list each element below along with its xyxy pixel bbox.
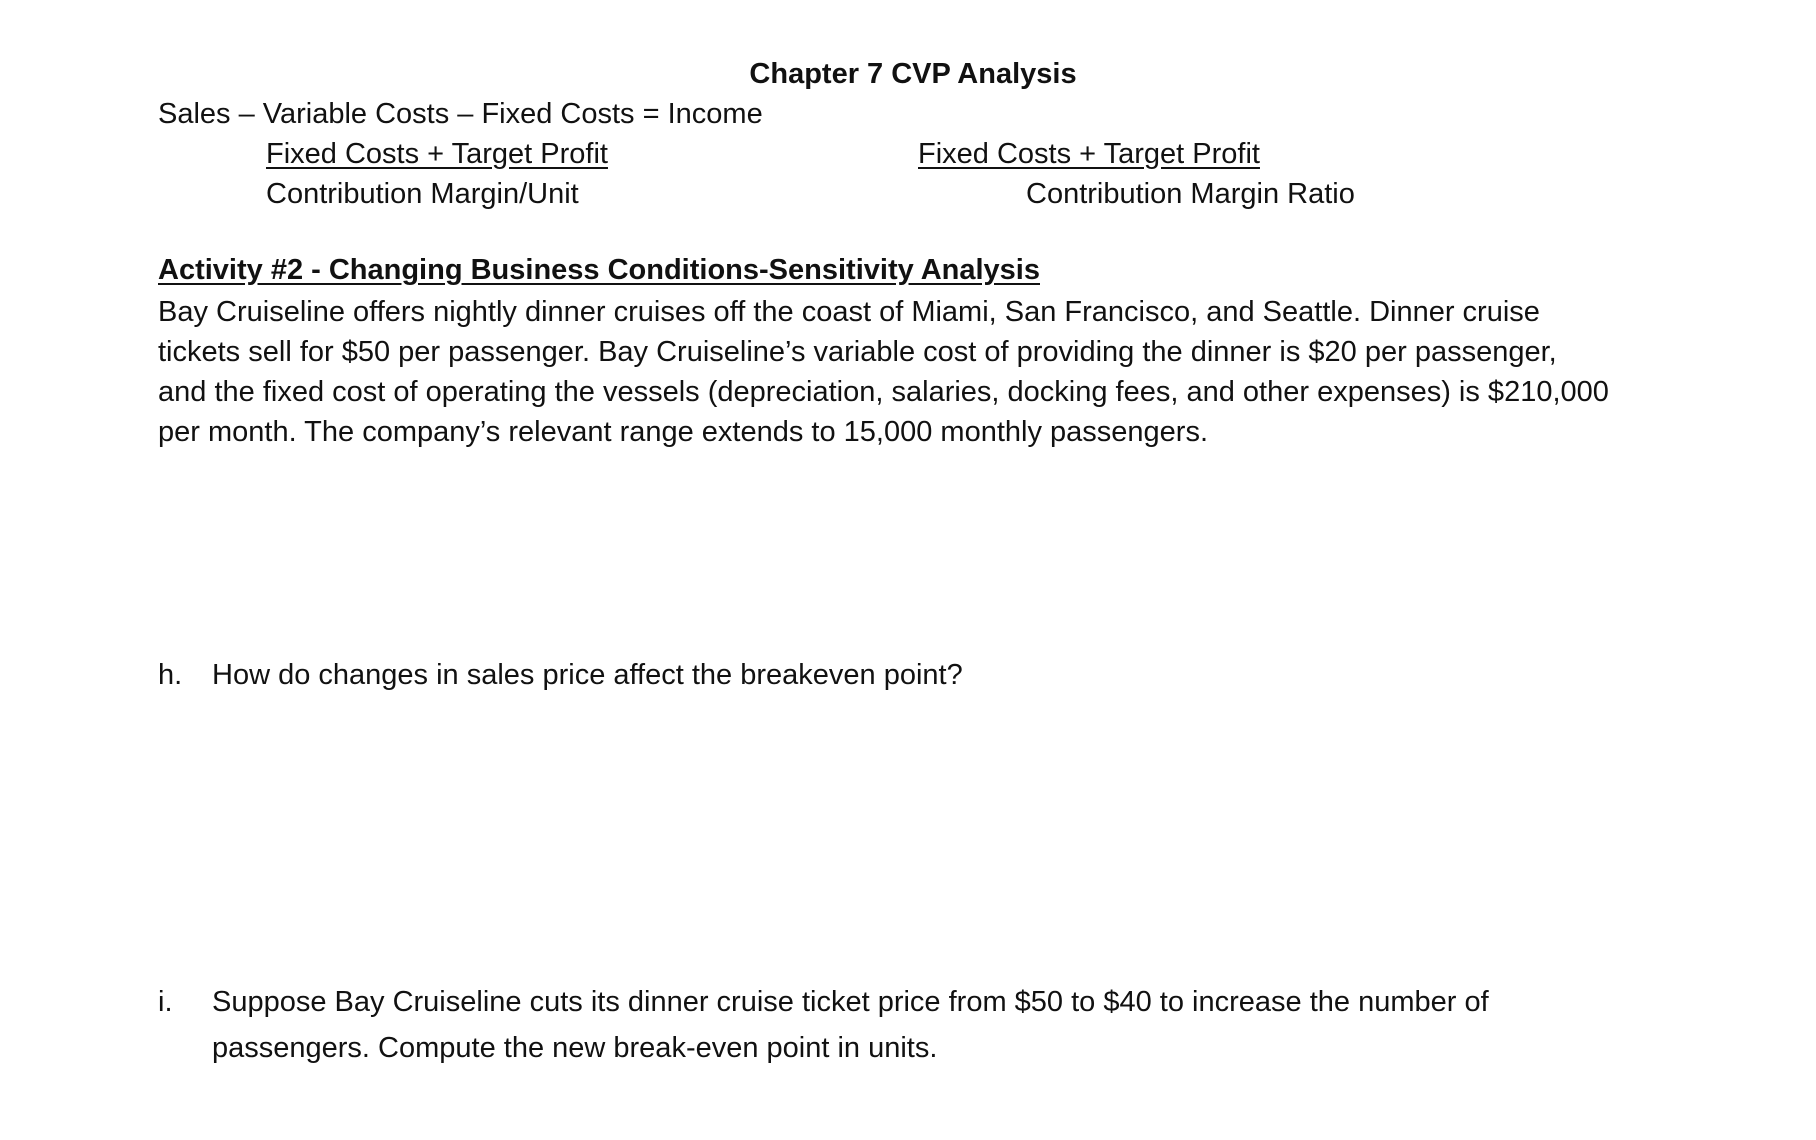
question-line: passengers. Compute the new break-even point in units. [212,1032,938,1064]
formula-dollars-denominator: Contribution Margin Ratio [1026,178,1355,210]
activity-paragraph [158,292,1698,452]
question-h-label: h. [158,659,183,691]
paragraph-line: tickets sell for $50 per passenger. Bay Cruiseline’s variable cost of providing the dinner is $20 per passenger, [158,336,1557,368]
question-i-text [212,979,1489,1071]
paragraph-line: Bay Cruiseline offers nightly dinner cruises off the coast of Miami, San Francisco, and Seattle. Dinner cruise [158,296,1540,328]
paragraph-line: and the fixed cost of operating the vessels (depreciation, salaries, docking fees, and other expenses) is $210,000 [158,376,1609,408]
question-line: How do changes in sales price affect the breakeven point? [212,659,963,691]
formula-dollars-numerator: Fixed Costs + Target Profit [918,138,1260,170]
question-line: Suppose Bay Cruiseline cuts its dinner cruise ticket price from $50 to $40 to increase the number of [212,986,1489,1018]
cvp-equation: Sales – Variable Costs – Fixed Costs = Income [158,98,763,130]
page-title: Chapter 7 CVP Analysis [749,58,1077,90]
formula-units-numerator: Fixed Costs + Target Profit [266,138,608,170]
paragraph-line: per month. The company’s relevant range extends to 15,000 monthly passengers. [158,416,1209,448]
activity-heading: Activity #2 - Changing Business Conditions-Sensitivity Analysis [158,254,1040,286]
formula-units-denominator: Contribution Margin/Unit [266,178,579,210]
question-i-label: i. [158,986,173,1018]
question-h-text [212,652,963,698]
